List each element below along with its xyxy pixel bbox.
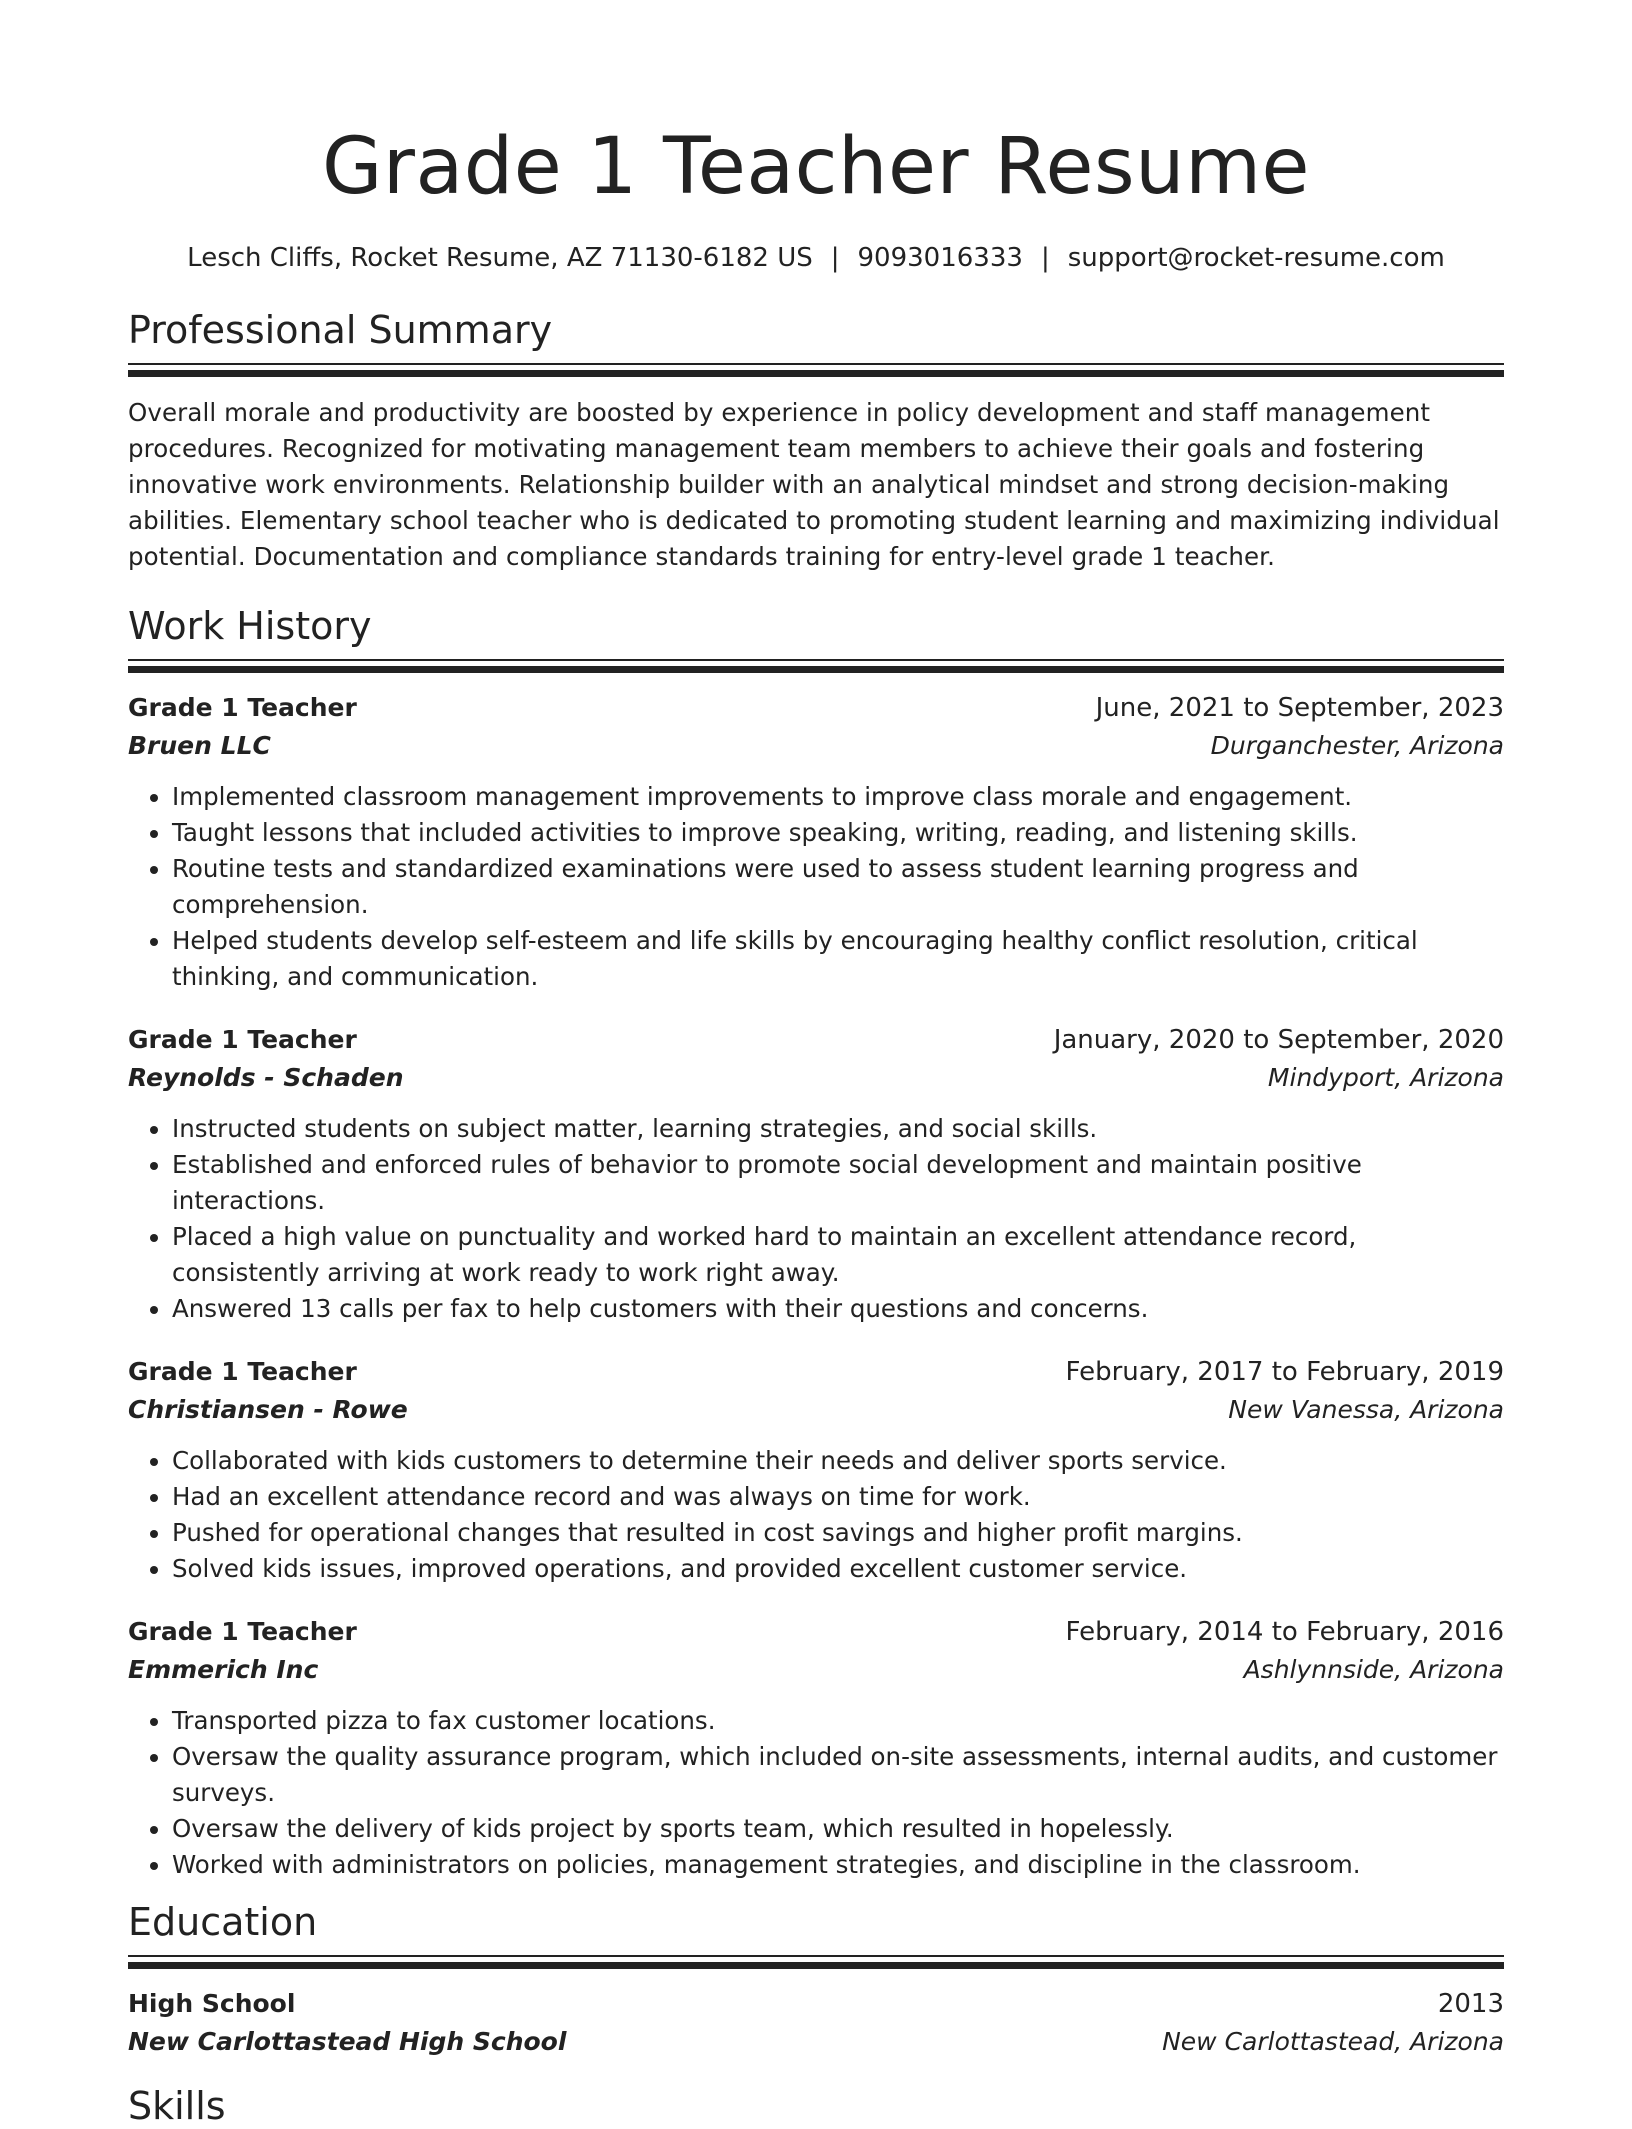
education-location: New Carlottastead, Arizona — [1162, 2027, 1504, 2056]
job-location: Ashlynnside, Arizona — [1243, 1655, 1504, 1684]
work-heading: Work History — [128, 604, 372, 648]
job-bullets — [128, 779, 1504, 995]
job-company: Reynolds - Schaden — [128, 1063, 404, 1092]
job-title: Grade 1 Teacher — [128, 693, 357, 722]
summary-heading: Professional Summary — [128, 308, 553, 352]
job-dates: January, 2020 to September, 2020 — [1053, 1025, 1504, 1055]
job-bullets — [128, 1443, 1504, 1587]
contact-email: support@rocket-resume.com — [1067, 243, 1445, 273]
contact-separator: | — [830, 243, 840, 273]
education-school: New Carlottastead High School — [128, 2027, 567, 2056]
education-degree: High School — [128, 1989, 296, 2018]
job-company: Emmerich Inc — [128, 1655, 319, 1684]
resume-title: Grade 1 Teacher Resume — [321, 122, 1311, 212]
job-bullet: • Pushed for operational changes that resulted in cost savings and higher profit margins. — [172, 1515, 1504, 1551]
contact-separator: | — [1040, 243, 1050, 273]
job-entry — [128, 1613, 1504, 1883]
contact-line — [128, 241, 1504, 275]
skills-section — [128, 2083, 1504, 2129]
job-company: Bruen LLC — [128, 731, 271, 760]
job-bullet: • Answered 13 calls per fax to help customers with their questions and concerns. — [172, 1291, 1504, 1327]
job-title: Grade 1 Teacher — [128, 1617, 357, 1646]
education-heading: Education — [128, 1900, 318, 1944]
job-bullet: • Implemented classroom management improvements to improve class morale and engagement. — [172, 779, 1504, 815]
job-bullet: • Collaborated with kids customers to determine their needs and deliver sports service. — [172, 1443, 1504, 1479]
job-dates: June, 2021 to September, 2023 — [1095, 693, 1504, 723]
job-title: Grade 1 Teacher — [128, 1357, 357, 1386]
job-bullet: • Had an excellent attendance record and was always on time for work. — [172, 1479, 1504, 1515]
job-list — [128, 689, 1504, 1883]
job-bullet: • Placed a high value on punctuality and worked hard to maintain an excellent attendance record, consistently arriving at work ready to work right away. — [172, 1219, 1504, 1291]
section-divider — [128, 1955, 1504, 1969]
job-bullet: • Instructed students on subject matter, learning strategies, and social skills. — [172, 1111, 1504, 1147]
job-bullet: • Taught lessons that included activities to improve speaking, writing, reading, and listening skills. — [172, 815, 1504, 851]
summary-text: Overall morale and productivity are boosted by experience in policy development and staff management procedures. Recognized for motivating management team members to achieve their goals and fostering innovative work environments. Relationship builder with an analytical mindset and strong decision-making abilities. Elementary school teacher who is dedicated to promoting student learning and maximizing individual potential. Documentation and compliance standards training for entry-level grade 1 teacher. — [128, 398, 1500, 571]
education-entry — [128, 1985, 1504, 2061]
job-company: Christiansen - Rowe — [128, 1395, 408, 1424]
job-dates: February, 2017 to February, 2019 — [1065, 1357, 1504, 1387]
job-entry — [128, 1353, 1504, 1587]
job-dates: February, 2014 to February, 2016 — [1065, 1617, 1504, 1647]
education-section — [128, 1899, 1504, 2061]
contact-phone: 9093016333 — [857, 243, 1023, 273]
job-location: Mindyport, Arizona — [1267, 1063, 1504, 1092]
job-bullet: • Transported pizza to fax customer locations. — [172, 1703, 1504, 1739]
section-divider — [128, 363, 1504, 377]
job-title: Grade 1 Teacher — [128, 1025, 357, 1054]
section-divider — [128, 659, 1504, 673]
work-section — [128, 603, 1504, 1883]
job-entry — [128, 1021, 1504, 1327]
job-location: Durganchester, Arizona — [1210, 731, 1504, 760]
job-bullet: • Oversaw the quality assurance program, which included on-site assessments, internal audits, and customer surveys. — [172, 1739, 1504, 1811]
job-bullet: • Oversaw the delivery of kids project by sports team, which resulted in hopelessly. — [172, 1811, 1504, 1847]
job-bullet: • Established and enforced rules of behavior to promote social development and maintain positive interactions. — [172, 1147, 1504, 1219]
job-bullet: • Helped students develop self-esteem and life skills by encouraging healthy conflict resolution, critical thinking, and communication. — [172, 923, 1504, 995]
job-location: New Vanessa, Arizona — [1228, 1395, 1504, 1424]
job-bullet: • Solved kids issues, improved operations, and provided excellent customer service. — [172, 1551, 1504, 1587]
job-bullets — [128, 1111, 1504, 1327]
job-bullets — [128, 1703, 1504, 1883]
job-entry — [128, 689, 1504, 995]
job-bullet: • Worked with administrators on policies, management strategies, and discipline in the classroom. — [172, 1847, 1504, 1883]
job-bullet: • Routine tests and standardized examinations were used to assess student learning progress and comprehension. — [172, 851, 1504, 923]
contact-address: Lesch Cliffs, Rocket Resume, AZ 71130-6182 US — [187, 243, 813, 273]
summary-section — [128, 307, 1504, 575]
education-year: 2013 — [1437, 1989, 1504, 2019]
skills-heading: Skills — [128, 2084, 226, 2128]
